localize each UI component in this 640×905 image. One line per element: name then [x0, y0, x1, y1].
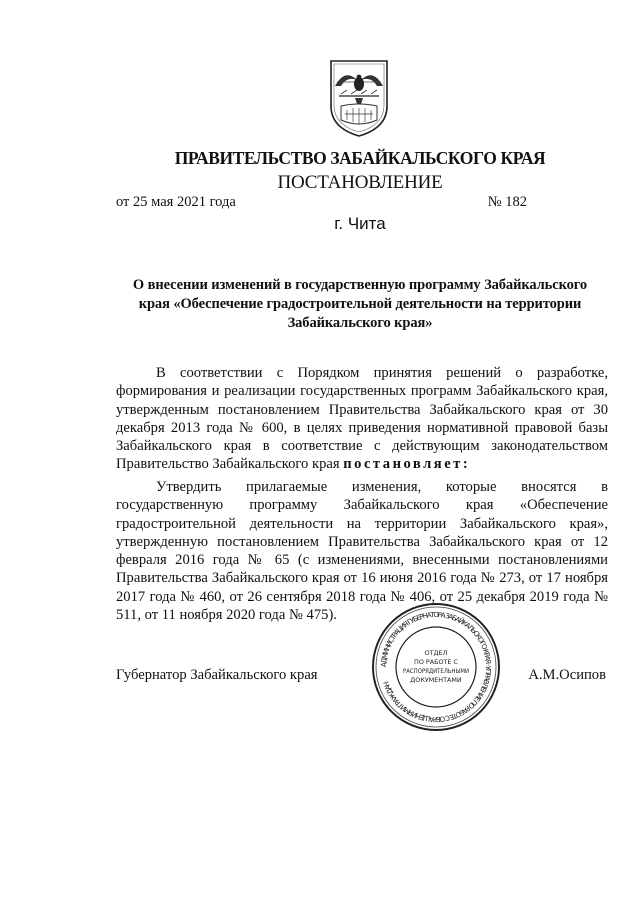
document-date: от 25 мая 2021 года [116, 194, 236, 210]
document-city: г. Чита [334, 214, 386, 233]
document-number: № 182 [487, 194, 527, 210]
stamp-line-4: ДОКУМЕНТАМИ [410, 676, 462, 684]
stamp-line-3: РАСПОРЯДИТЕЛЬНЫМИ [403, 667, 470, 675]
signatory-title: Губернатор Забайкальского края [116, 667, 318, 683]
stamp-ring-text: АДМИНИСТРАЦИЯ ГУБЕРНАТОРА ЗАБАЙКАЛЬСКОГО КРАЯ · УПРАВЛЕНИЕ ПО РАБОТЕ С ОБРАЩЕНИЯМИ ГРАЖДАН [379, 610, 493, 724]
official-stamp-icon [370, 601, 502, 733]
document-subject: О внесении изменений в государственную программу Забайкальского края «Обеспечение градостроительной деятельности на территории Забайкальского края» [132, 277, 588, 331]
document-type: ПОСТАНОВЛЕНИЕ [277, 172, 443, 193]
government-title: ПРАВИТЕЛЬСТВО ЗАБАЙКАЛЬСКОГО КРАЯ [174, 148, 546, 168]
preamble-text: В соответствии с Порядком принятия решений о разработке, формирования и реализации государственных программ Забайкальского края, утвержденным постановлением Правительства Забайкальского края от 30 декабря 2013 года № 600, в целях приведения нормативной правовой базы Забайкальского края в соответствие с действующим законодательством Правительство Забайкальского края [116, 365, 608, 473]
preamble-paragraph [116, 364, 608, 474]
resolution-paragraph [116, 478, 608, 624]
resolves-keyword: постановляет: [343, 456, 471, 473]
stamp-line-1: ОТДЕЛ [424, 649, 448, 657]
stamp-line-2: ПО РАБОТЕ С [414, 658, 458, 666]
resolution-text: Утвердить прилагаемые изменения, которые вносятся в государственную программу Забайкальского края «Обеспечение градостроительной деятельности на территории Забайкальского края», утвержденную постановлением Правительства Забайкальского края от 12 февраля 2016 года № 65 (с изменениями, внесенными постановлениями Правительства Забайкальского края от 16 июня 2016 года № 273, от 17 ноября 2017 года № 460, от 26 сентября 2018 года № 406, от 25 декабря 2019 года № 511, от 11 ноября 2020 года № 475). [116, 479, 608, 624]
signatory-name: А.М.Осипов [528, 667, 606, 683]
coat-of-arms-icon [327, 58, 391, 138]
